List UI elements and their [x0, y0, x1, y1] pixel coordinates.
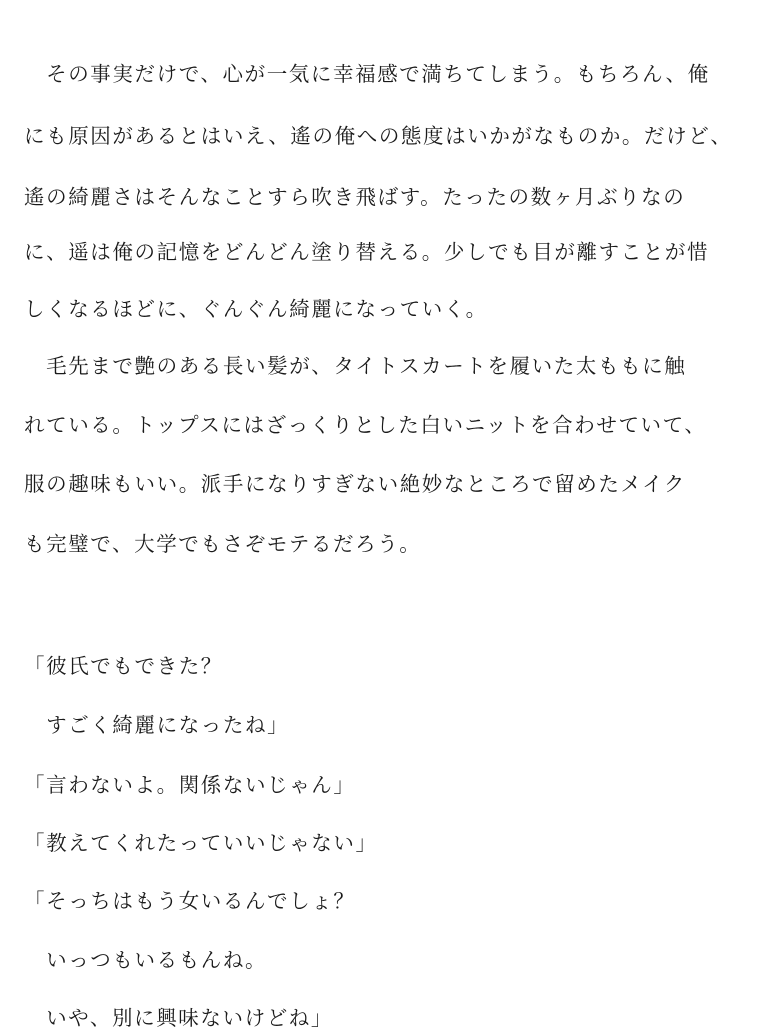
text-line: 毛先まで艶のある長い髪が、タイトスカートを履いた太ももに触 — [24, 354, 687, 378]
text-line: 遙の綺麗さはそんなことすら吹き飛ばす。たったの数ヶ月ぶりなの — [24, 185, 686, 209]
dialogue-line: すごく綺麗になったね」 — [24, 713, 290, 737]
text-line: に、遥は俺の記憶をどんどん塗り替える。少しでも目が離すことが惜 — [24, 240, 710, 264]
dialogue-line: 「言わないよ。関係ないじゃん」 — [24, 773, 356, 797]
dialogue-line: 「そっちはもう女いるんでしょ？ — [24, 889, 356, 913]
dialogue-line: 「彼氏でもできた？ — [24, 654, 223, 678]
text-line: にも原因があるとはいえ、遙の俺への態度はいかがなものか。だけど、 — [24, 124, 733, 148]
text-line: その事実だけで、心が一気に幸福感で満ちてしまう。もちろん、俺 — [24, 62, 710, 86]
dialogue-line: 「教えてくれたっていいじゃない」 — [24, 831, 378, 855]
dialogue-line: いや、別に興味ないけどね」 — [24, 1006, 333, 1030]
dialogue-line: いっつもいるもんね。 — [24, 948, 268, 972]
text-line: も完璧で、大学でもさぞモテるだろう。 — [24, 532, 422, 556]
text-line: れている。トップスにはざっくりとした白いニットを合わせていて、 — [24, 413, 707, 437]
text-line: 服の趣味もいい。派手になりすぎない絶妙なところで留めたメイク — [24, 472, 686, 496]
text-line: しくなるほどに、ぐんぐん綺麗になっていく。 — [24, 297, 488, 321]
